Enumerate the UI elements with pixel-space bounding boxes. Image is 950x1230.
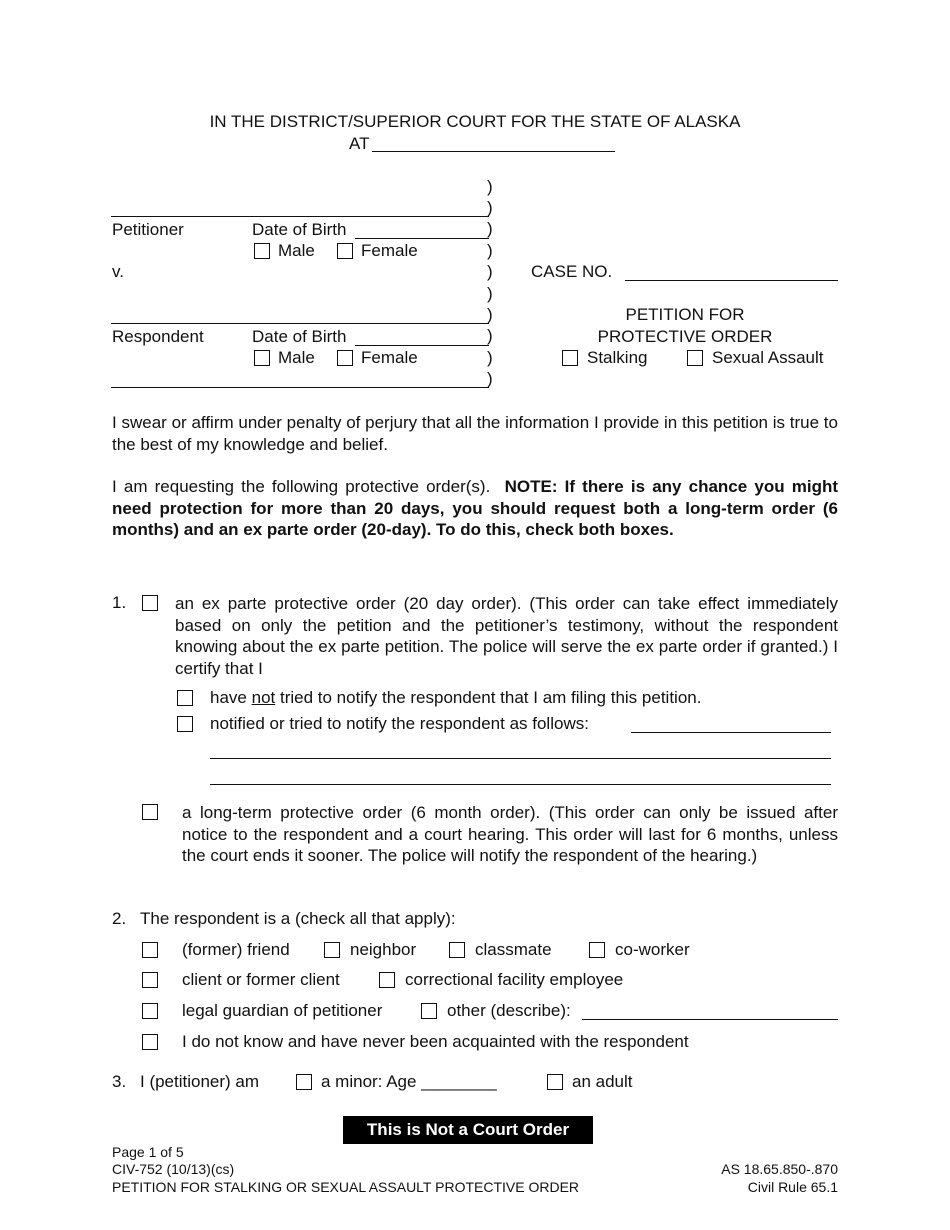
- swear-statement: I swear or affirm under penalty of perjury that all the information I provide in this petition is true to the best of my knowledge and belief.: [112, 413, 838, 454]
- case-no-field[interactable]: [625, 280, 838, 281]
- adult-checkbox[interactable]: [547, 1074, 563, 1090]
- at-location-field[interactable]: [372, 151, 615, 152]
- petitioner-male-label: Male: [278, 241, 315, 260]
- notified-checkbox[interactable]: [177, 716, 193, 732]
- not-court-order-banner: This is Not a Court Order: [343, 1116, 593, 1144]
- caption-paren: ): [487, 219, 493, 238]
- request-paragraph: [112, 476, 838, 541]
- minor-label: a minor: Age ________: [321, 1072, 497, 1091]
- note-text: NOTE: If there is any chance you might need protection for more than 20 days, you should request both a long-term order (6 months) and an ex parte order (20-day). To do this, check both boxes.: [112, 477, 838, 539]
- caption-paren: ): [487, 284, 493, 303]
- long-term-checkbox[interactable]: [142, 804, 158, 820]
- co-worker-label: co-worker: [615, 940, 690, 959]
- notified-details-line2[interactable]: [210, 758, 831, 759]
- section1-number: 1.: [112, 593, 127, 612]
- neighbor-checkbox[interactable]: [324, 942, 340, 958]
- respondent-dob-field[interactable]: [355, 345, 489, 346]
- caption-paren: ): [487, 326, 493, 345]
- court-heading: IN THE DISTRICT/SUPERIOR COURT FOR THE STATE OF ALASKA: [209, 112, 741, 131]
- classmate-checkbox[interactable]: [449, 942, 465, 958]
- form-title: PETITION FOR STALKING OR SEXUAL ASSAULT PROTECTIVE ORDER: [112, 1179, 580, 1195]
- respondent-label: Respondent: [112, 327, 204, 346]
- co-worker-checkbox[interactable]: [589, 942, 605, 958]
- guardian-checkbox[interactable]: [142, 1003, 158, 1019]
- correctional-checkbox[interactable]: [379, 972, 395, 988]
- respondent-female-checkbox[interactable]: [337, 350, 353, 366]
- petitioner-dob-label: Date of Birth: [252, 220, 347, 239]
- civil-rule-ref: Civil Rule 65.1: [747, 1179, 838, 1195]
- page-number: Page 1 of 5: [112, 1144, 184, 1160]
- former-friend-checkbox[interactable]: [142, 942, 158, 958]
- former-friend-label: (former) friend: [182, 940, 290, 959]
- respondent-male-label: Male: [278, 348, 315, 367]
- sexual-assault-checkbox[interactable]: [687, 350, 703, 366]
- notified-text: notified or tried to notify the respondent as follows:: [210, 714, 589, 733]
- caption-paren: ): [487, 369, 493, 388]
- section3-number: 3.: [112, 1072, 127, 1091]
- not-notified-rest: tried to notify the respondent that I am filing this petition.: [279, 688, 702, 707]
- section2-intro: The respondent is a (check all that apply):: [140, 909, 456, 928]
- sexual-assault-label: Sexual Assault: [712, 348, 824, 367]
- correctional-label: correctional facility employee: [405, 970, 624, 989]
- petitioner-name-field[interactable]: [111, 216, 489, 217]
- not-notified-text: [210, 688, 701, 708]
- client-checkbox[interactable]: [142, 972, 158, 988]
- respondent-dob-label: Date of Birth: [252, 327, 347, 346]
- stalking-checkbox[interactable]: [562, 350, 578, 366]
- caption-paren: ): [487, 305, 493, 324]
- notified-details-field[interactable]: [631, 732, 831, 733]
- client-label: client or former client: [182, 970, 340, 989]
- petition-title-line2: PROTECTIVE ORDER: [597, 327, 773, 346]
- petitioner-male-checkbox[interactable]: [254, 243, 270, 259]
- respondent-name-field[interactable]: [111, 323, 489, 324]
- case-no-label: CASE NO.: [531, 262, 613, 281]
- versus-label: v.: [112, 262, 124, 281]
- minor-checkbox[interactable]: [296, 1074, 312, 1090]
- caption-paren: ): [487, 198, 493, 217]
- guardian-label: legal guardian of petitioner: [182, 1001, 383, 1020]
- neighbor-label: neighbor: [350, 940, 417, 959]
- respondent-extra-field[interactable]: [111, 387, 489, 388]
- ex-parte-checkbox[interactable]: [142, 595, 158, 611]
- notified-details-line3[interactable]: [210, 784, 831, 785]
- petitioner-female-checkbox[interactable]: [337, 243, 353, 259]
- caption-paren: ): [487, 177, 493, 196]
- caption-paren: ): [487, 348, 493, 367]
- petition-title-line1: PETITION FOR: [625, 305, 745, 324]
- caption-paren: ): [487, 241, 493, 260]
- section2-number: 2.: [112, 909, 127, 928]
- at-label: AT: [349, 134, 370, 153]
- other-label: other (describe):: [447, 1001, 571, 1020]
- unknown-checkbox[interactable]: [142, 1034, 158, 1050]
- respondent-male-checkbox[interactable]: [254, 350, 270, 366]
- unknown-label: I do not know and have never been acquainted with the respondent: [182, 1032, 689, 1051]
- classmate-label: classmate: [475, 940, 552, 959]
- other-describe-field[interactable]: [582, 1019, 838, 1020]
- petitioner-label: Petitioner: [112, 220, 184, 239]
- not-notified-checkbox[interactable]: [177, 690, 193, 706]
- petitioner-dob-field[interactable]: [355, 238, 489, 239]
- adult-label: an adult: [572, 1072, 633, 1091]
- long-term-text: a long-term protective order (6 month order). (This order can only be issued after notice to the respondent and a court hearing. This order will last for 6 months, unless the court ends it sooner. The police will notify the respondent of the hearing.): [182, 803, 838, 865]
- section3-intro: I (petitioner) am: [140, 1072, 260, 1091]
- request-text: I am requesting the following protective order(s).: [112, 477, 491, 496]
- stalking-label: Stalking: [587, 348, 648, 367]
- form-id: CIV-752 (10/13)(cs): [112, 1161, 235, 1177]
- caption-paren: ): [487, 262, 493, 281]
- respondent-female-label: Female: [361, 348, 418, 367]
- not-text: not: [251, 688, 276, 707]
- statute-ref: AS 18.65.850-.870: [721, 1161, 838, 1177]
- other-checkbox[interactable]: [421, 1003, 437, 1019]
- ex-parte-text: an ex parte protective order (20 day order). (This order can take effect immediately based on only the petition and the petitioner’s testimony, without the respondent knowing about the ex parte petition. The police will serve the ex parte order if granted.) I certify that I: [175, 594, 838, 678]
- petitioner-female-label: Female: [361, 241, 418, 260]
- have-text: have: [210, 688, 247, 707]
